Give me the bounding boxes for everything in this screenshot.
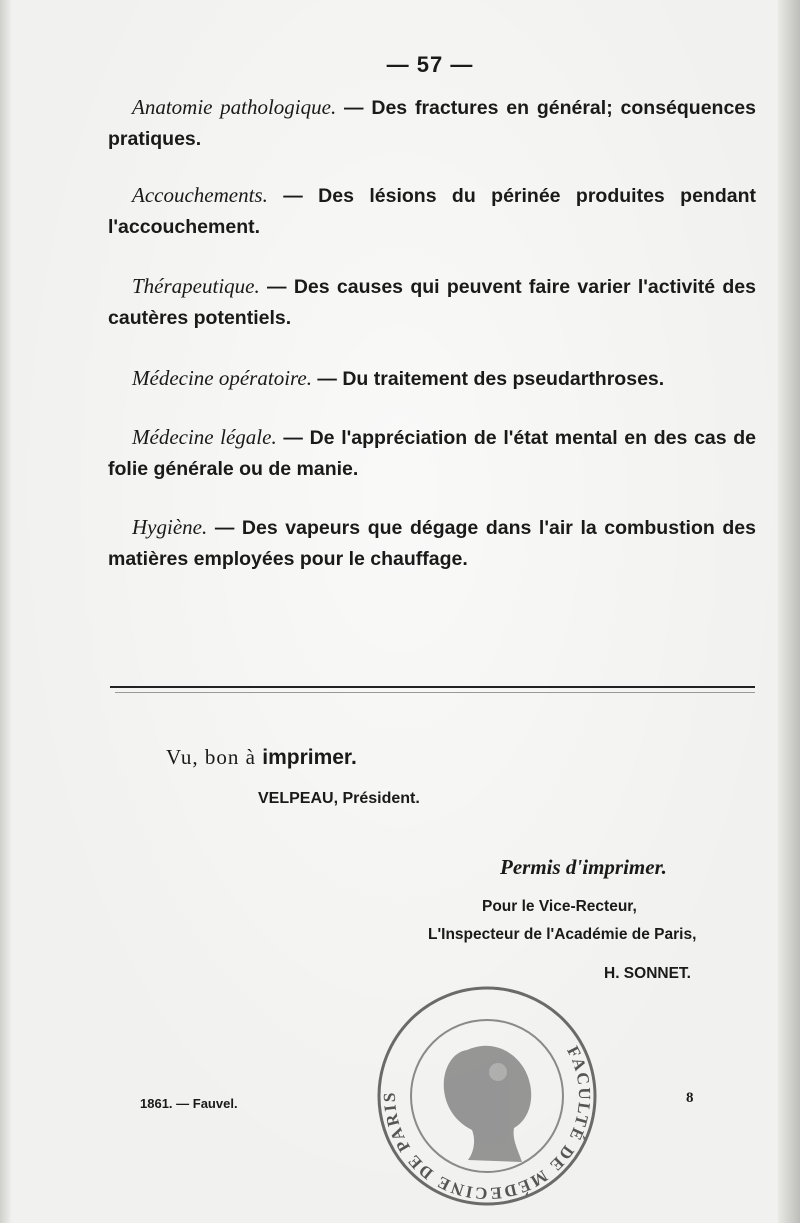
permis-imprimer: Permis d'imprimer. xyxy=(500,855,667,879)
approval-vu-word: imprimer. xyxy=(262,746,357,769)
section-divider xyxy=(110,686,755,688)
faculty-stamp xyxy=(372,980,602,1212)
entry-medecine-legale xyxy=(108,422,756,485)
entry-subject: Thérapeutique. xyxy=(132,274,260,298)
entry-hygiene xyxy=(108,512,756,575)
entry-text: — Des vapeurs que dégage dans l'air la combustion des matières employées pour le chauffage. xyxy=(108,517,756,570)
president-signature: VELPEAU, Président. xyxy=(258,790,420,807)
inspecteur-line: L'Inspecteur de l'Académie de Paris, xyxy=(428,926,697,943)
entry-therapeutique xyxy=(108,271,756,334)
stamp-text: FACULTÉ DE MÉDECINE DE PARIS xyxy=(379,1043,595,1204)
stamp-bust-emblem xyxy=(444,1046,531,1162)
entry-anatomie xyxy=(108,92,756,155)
entry-subject: Hygiène. xyxy=(132,515,208,539)
vice-recteur-line: Pour le Vice-Recteur, xyxy=(482,898,637,915)
approval-vu xyxy=(166,745,357,770)
approval-vu-prefix: Vu, bon à xyxy=(166,745,256,769)
entry-text: — Du traitement des pseudarthroses. xyxy=(317,368,665,390)
printer-imprint: 1861. — Fauvel. xyxy=(140,1096,238,1111)
entry-text: — Des causes qui peuvent faire varier l'activité des cautères potentiels. xyxy=(108,276,756,329)
page-right-edge xyxy=(778,0,800,1223)
page-number: — 57 — xyxy=(386,52,474,77)
section-divider-thin xyxy=(115,692,755,693)
entry-medecine-operatoire xyxy=(108,363,756,395)
entry-accouchements xyxy=(108,180,756,243)
entry-subject: Médecine opératoire. xyxy=(132,366,312,390)
signature-mark: 8 xyxy=(686,1090,694,1106)
entry-text: — De l'appréciation de l'état mental en des cas de folie générale ou de manie. xyxy=(108,427,757,480)
entry-subject: Anatomie pathologique. xyxy=(132,95,337,119)
entry-subject: Médecine légale. xyxy=(132,425,277,449)
entry-text: — Des fractures en général; conséquences pratiques. xyxy=(108,97,756,150)
page-left-edge xyxy=(0,0,12,1223)
signatory-name: H. SONNET. xyxy=(604,965,691,982)
entry-text: — Des lésions du périnée produites pendant l'accouchement. xyxy=(108,185,756,238)
entry-subject: Accouchements. xyxy=(132,183,268,207)
